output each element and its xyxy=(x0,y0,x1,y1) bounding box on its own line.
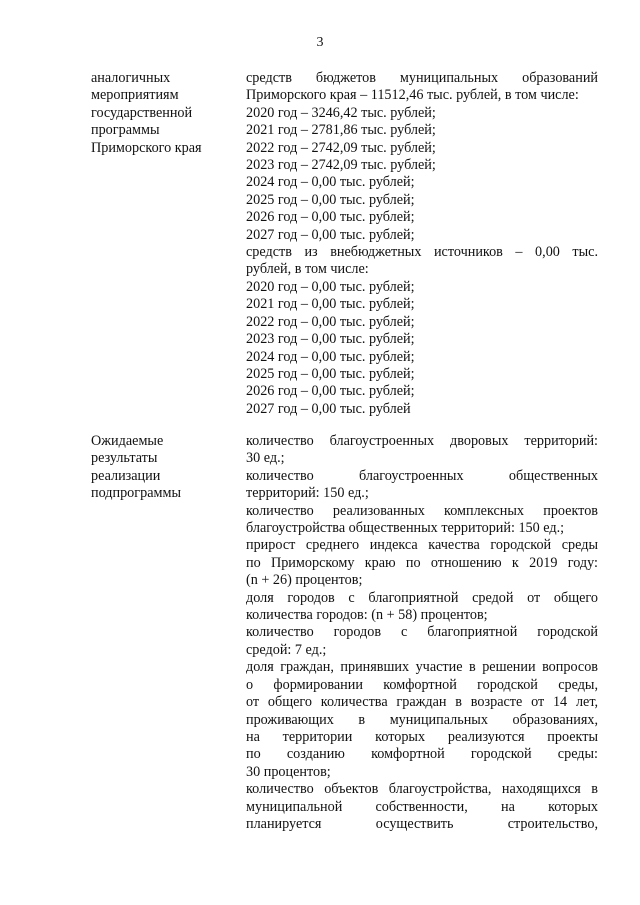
content-line: 2025 год – 0,00 тыс. рублей; xyxy=(246,191,415,208)
content-line: количество благоустроенных общественных xyxy=(246,467,598,484)
content-line: средств бюджетов муниципальных образований xyxy=(246,70,598,86)
content-line: 2027 год – 0,00 тыс. рублей; xyxy=(246,226,415,243)
content-line: 2024 год – 0,00 тыс. рублей; xyxy=(246,174,415,191)
content-line: о формировании комфортной городской среды, xyxy=(246,676,598,693)
content-line: прирост среднего индекса качества городской среды xyxy=(246,537,598,554)
content-line: количество объектов благоустройства, находящихся в xyxy=(246,781,598,798)
content-line: благоустройства общественных территорий: 150 ед.; xyxy=(246,520,565,537)
page-number: 3 xyxy=(316,35,324,50)
content-line: по Приморскому краю по отношению к 2019 году: xyxy=(246,554,598,571)
content-line: 2026 год – 0,00 тыс. рублей; xyxy=(246,383,415,400)
content-line: 2023 год – 0,00 тыс. рублей; xyxy=(246,331,415,348)
label-line: аналогичных xyxy=(91,70,171,86)
content-line: 30 процентов; xyxy=(246,763,331,780)
content-line: 2026 год – 0,00 тыс. рублей; xyxy=(246,209,415,226)
content-line: 2022 год – 0,00 тыс. рублей; xyxy=(246,313,415,330)
content-line: количество благоустроенных дворовых территорий: xyxy=(246,433,598,449)
content-line: планируется осуществить строительство, xyxy=(246,815,598,832)
content-line: 2021 год – 0,00 тыс. рублей; xyxy=(246,296,415,313)
label-line: Ожидаемые xyxy=(91,433,164,449)
content-line: 30 ед.; xyxy=(246,450,285,467)
content-line: территорий: 150 ед.; xyxy=(246,485,369,502)
label-line: Приморского края xyxy=(91,139,202,156)
content-line: 2023 год – 2742,09 тыс. рублей; xyxy=(246,157,436,174)
content-line: доля граждан, принявших участие в решении вопросов xyxy=(246,659,598,676)
row-label xyxy=(91,70,231,157)
content-line: средой: 7 ед.; xyxy=(246,641,327,658)
label-line: результаты xyxy=(91,450,158,467)
content-line: по созданию комфортной городской среды: xyxy=(246,746,598,763)
content-line: 2025 год – 0,00 тыс. рублей; xyxy=(246,365,415,382)
content-line: средств из внебюджетных источников – 0,00 тыс. xyxy=(246,244,598,261)
row-label xyxy=(91,433,231,503)
row-content xyxy=(246,433,598,833)
content-line: 2020 год – 3246,42 тыс. рублей; xyxy=(246,104,436,121)
content-line: муниципальной собственности, на которых xyxy=(246,798,598,815)
label-line: государственной xyxy=(91,104,193,121)
content-line: 2021 год – 2781,86 тыс. рублей; xyxy=(246,122,436,139)
content-line: доля городов с благоприятной средой от общего xyxy=(246,589,598,606)
content-line: рублей, в том числе: xyxy=(246,261,369,278)
content-line: количества городов: (n + 58) процентов; xyxy=(246,607,488,624)
content-line: Приморского края – 11512,46 тыс. рублей, в том числе: xyxy=(246,87,579,104)
content-line: 2027 год – 0,00 тыс. рублей xyxy=(246,400,411,417)
content-line: количество реализованных комплексных проектов xyxy=(246,502,598,519)
content-line: 2024 год – 0,00 тыс. рублей; xyxy=(246,348,415,365)
content-line: 2020 год – 0,00 тыс. рублей; xyxy=(246,278,415,295)
content-line: (n + 26) процентов; xyxy=(246,572,363,589)
content-line: 2022 год – 2742,09 тыс. рублей; xyxy=(246,139,436,156)
content-line: на территории которых реализуются проекты xyxy=(246,728,598,745)
label-line: реализации xyxy=(91,467,161,484)
label-line: программы xyxy=(91,122,160,139)
label-line: подпрограммы xyxy=(91,485,181,502)
content-line: количество городов с благоприятной городской xyxy=(246,624,598,641)
label-line: мероприятиям xyxy=(91,87,179,104)
content-line: проживающих в муниципальных образованиях, xyxy=(246,711,598,728)
content-line: от общего количества граждан в возрасте от 14 лет, xyxy=(246,694,598,711)
row-content xyxy=(246,70,598,418)
